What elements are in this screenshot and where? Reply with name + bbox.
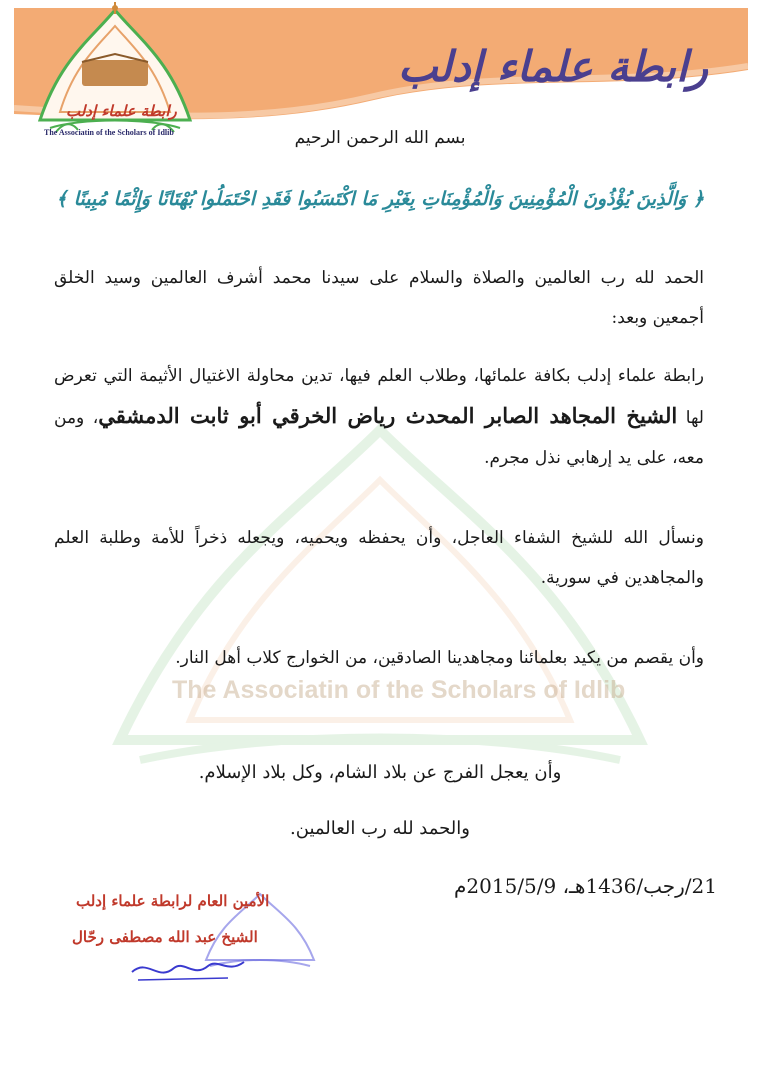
logo-arabic-text: رابطة علماء إدلب	[66, 102, 177, 120]
header-title: رابطة علماء إدلب	[397, 42, 708, 91]
prayer-line: وأن يعجل الفرج عن بلاد الشام، وكل بلاد الإسلام.	[198, 762, 562, 783]
signature-title: الأمين العام لرابطة علماء إدلب	[76, 892, 270, 910]
closing-line: والحمد لله رب العالمين.	[290, 818, 470, 839]
handwritten-signature-icon	[128, 948, 248, 988]
paragraph-text: رابطة علماء إدلب بكافة علمائها، وطلاب العلم فيها، تدين محاولة الاغتيال الأثيمة التي تعرض لها	[54, 366, 704, 428]
signature-name: الشيخ عبد الله مصطفى رحّال	[72, 928, 258, 946]
prayer-paragraph: ونسأل الله للشيخ الشفاء العاجل، وأن يحفظه ويحميه، ويجعله ذخراً للأمة وطلبة العلم والمجاهدين في سورية.	[54, 528, 704, 588]
paragraph-text: ، ومن معه، على يد إرهابي نذل مجرم.	[54, 408, 704, 468]
prayer-paragraph-2: وأن يقصم من يكيد بعلمائنا ومجاهدينا الصادقين، من الخوارج كلاب أهل النار.	[175, 648, 704, 668]
watermark-text: The Associatin of the Scholars of Idlib	[172, 676, 626, 704]
quran-verse: ﴿ وَالَّذِينَ يُؤْذُونَ الْمُؤْمِنِينَ وَالْمُؤْمِنَاتِ بِغَيْرِ مَا اكْتَسَبُوا فَقَدِ احْتَمَلُوا بُهْتَانًا وَإِثْمًا مُبِينًا ﴾	[55, 188, 705, 210]
basmala: بسم الله الرحمن الرحيم	[294, 128, 466, 148]
sheikh-name: الشيخ المجاهد الصابر المحدث رياض الخرقي أبو ثابت الدمشقي	[98, 403, 678, 428]
opening-paragraph: الحمد لله رب العالمين والصلاة والسلام على سيدنا محمد أشرف العالمين وسيد الخلق أجمعين وبعد:	[54, 268, 704, 328]
document-date: 21/رجب/1436هـ، 2015/5/9م	[454, 874, 717, 898]
logo-english-text: The Associatin of the Scholars of Idlib	[44, 128, 174, 137]
condemnation-paragraph	[54, 356, 704, 478]
